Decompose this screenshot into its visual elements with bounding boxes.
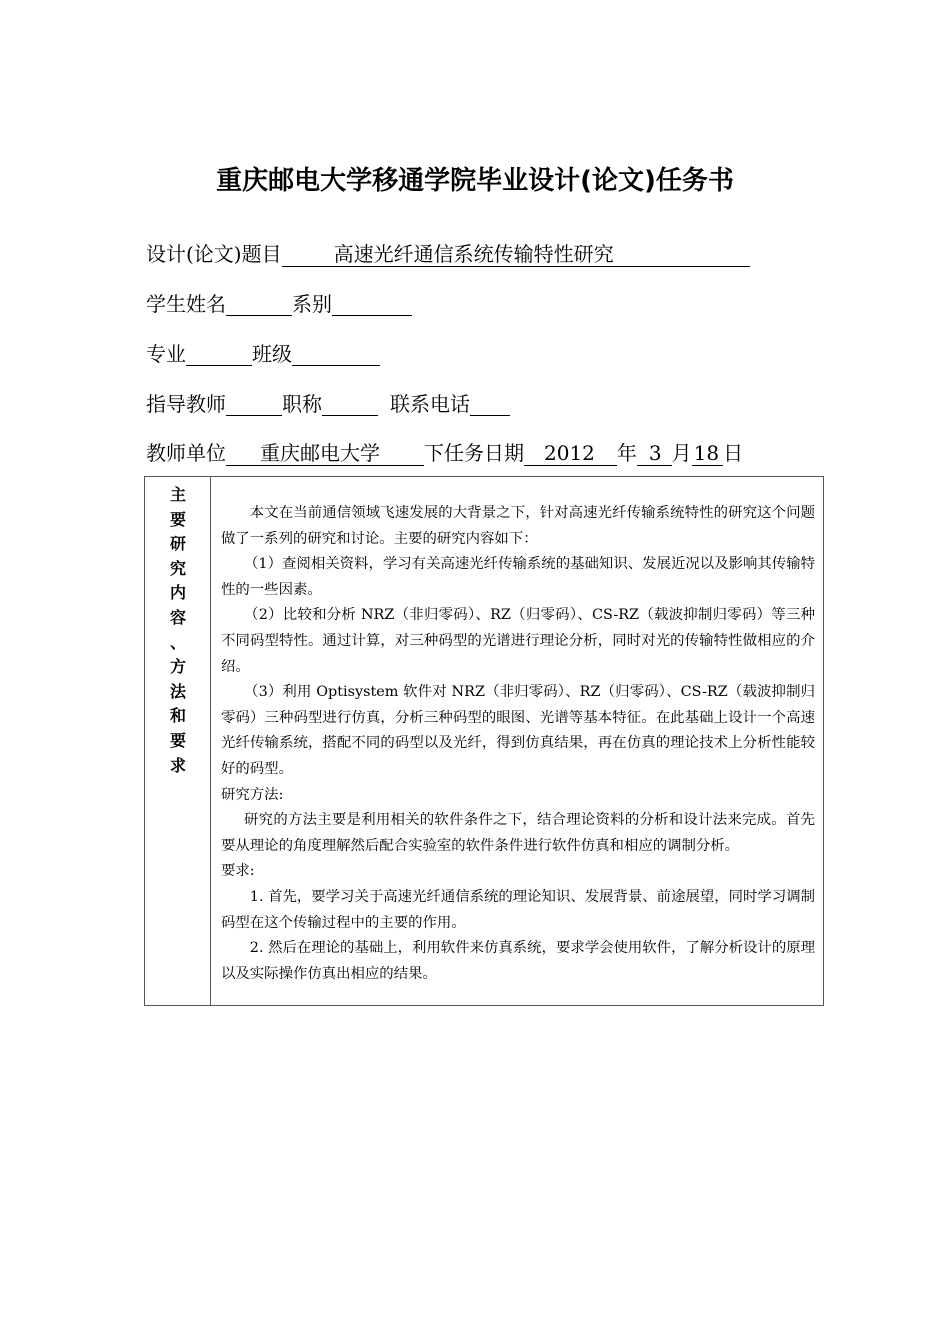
advisor-line: [146, 392, 510, 416]
month-label: 月: [671, 441, 692, 465]
requirement-1: 1. 首先，要学习关于高速光纤通信系统的理论知识、发展背景、前途展望，同时学习调制码型在这个传输过程中的主要的作用。: [221, 888, 815, 931]
advisor-label: 指导教师: [146, 392, 226, 416]
student-name-blank: [226, 293, 292, 316]
table-label-column: [145, 477, 211, 1005]
title-label: 职称: [282, 392, 322, 416]
student-line: [146, 292, 412, 316]
label-char: 究: [169, 558, 186, 578]
requirements-heading: 要求:: [221, 863, 255, 880]
major-label: 专业: [146, 342, 186, 366]
student-name-label: 学生姓名: [146, 292, 226, 316]
topic-label: 设计(论文)题目: [146, 242, 282, 266]
method-paragraph: 研究的方法主要是利用相关的软件条件之下，结合理论资料的分析和设计法来完成。首先要从理论的角度理解然后配合实验室的软件条件进行软件仿真和相应的调制分析。: [221, 812, 815, 854]
label-char: 求: [169, 755, 186, 775]
intro-paragraph: 本文在当前通信领域飞速发展的大背景之下，针对高速光纤传输系统特性的研究这个问题做了一系列的研究和讨论。主要的研究内容如下：: [221, 505, 815, 547]
phone-blank: [470, 393, 510, 416]
department-blank: [332, 293, 412, 316]
date-day: 18: [692, 441, 723, 466]
label-char: 主: [169, 485, 186, 504]
unit-value: 重庆邮电大学: [226, 441, 424, 466]
major-blank: [186, 343, 252, 366]
label-char: 容: [169, 607, 186, 627]
title-blank: [322, 393, 378, 416]
requirement-2: 2. 然后在理论的基础上，利用软件来仿真系统，要求学会使用软件，了解分析设计的原理以及实际操作仿真出相应的结果。: [221, 940, 815, 982]
topic-line: [146, 242, 750, 267]
research-item-2: （2）比较和分析 NRZ（非归零码）、RZ（归零码）、CS-RZ（载波抑制归零码）等三种不同码型特性。通过计算，对三种码型的光谱进行理论分析，同时对光的传输特性做相应的介绍。: [221, 607, 815, 675]
class-blank: [292, 343, 380, 366]
unit-line: [146, 441, 743, 465]
department-label: 系别: [292, 292, 332, 316]
table-content: [221, 501, 815, 987]
unit-label: 教师单位: [146, 441, 226, 465]
research-item-3: （3）利用 Optisystem 软件对 NRZ（非归零码）、RZ（归零码）、CS-RZ（载波抑制归零码）三种码型进行仿真，分析三种码型的眼图、光谱等基本特征。在此基础上设计一个高速光纤传输系统，搭配不同的码型以及光纤，得到仿真结果，再在仿真的理论技术上分析性能较好的码型。: [221, 684, 815, 777]
major-line: [146, 342, 380, 366]
label-char: 、: [169, 632, 186, 652]
topic-blank-left: [282, 244, 334, 267]
day-label: 日: [723, 441, 744, 465]
label-char: 和: [169, 706, 186, 726]
label-char: 法: [169, 681, 186, 701]
year-label: 年: [616, 441, 637, 465]
label-char: 内: [169, 583, 186, 603]
document-title: 重庆邮电大学移通学院毕业设计(论文)任务书: [216, 166, 734, 196]
advisor-blank: [226, 393, 282, 416]
date-month: 3: [637, 441, 672, 466]
class-label: 班级: [252, 342, 292, 366]
date-year: 2012: [524, 441, 617, 466]
table-label: [145, 483, 211, 778]
task-table: [144, 476, 824, 1006]
label-char: 方: [169, 657, 186, 677]
label-char: 要: [169, 509, 186, 529]
method-heading: 研究方法:: [221, 786, 284, 803]
label-char: 研: [169, 534, 186, 554]
label-char: 要: [169, 730, 186, 750]
date-label: 下任务日期: [424, 441, 524, 465]
topic-blank-right: [614, 244, 750, 267]
research-item-1: （1）查阅相关资料，学习有关高速光纤传输系统的基础知识、发展近况以及影响其传输特性的一些因素。: [221, 556, 815, 598]
topic-value: 高速光纤通信系统传输特性研究: [333, 242, 614, 266]
phone-label: 联系电话: [390, 392, 470, 416]
